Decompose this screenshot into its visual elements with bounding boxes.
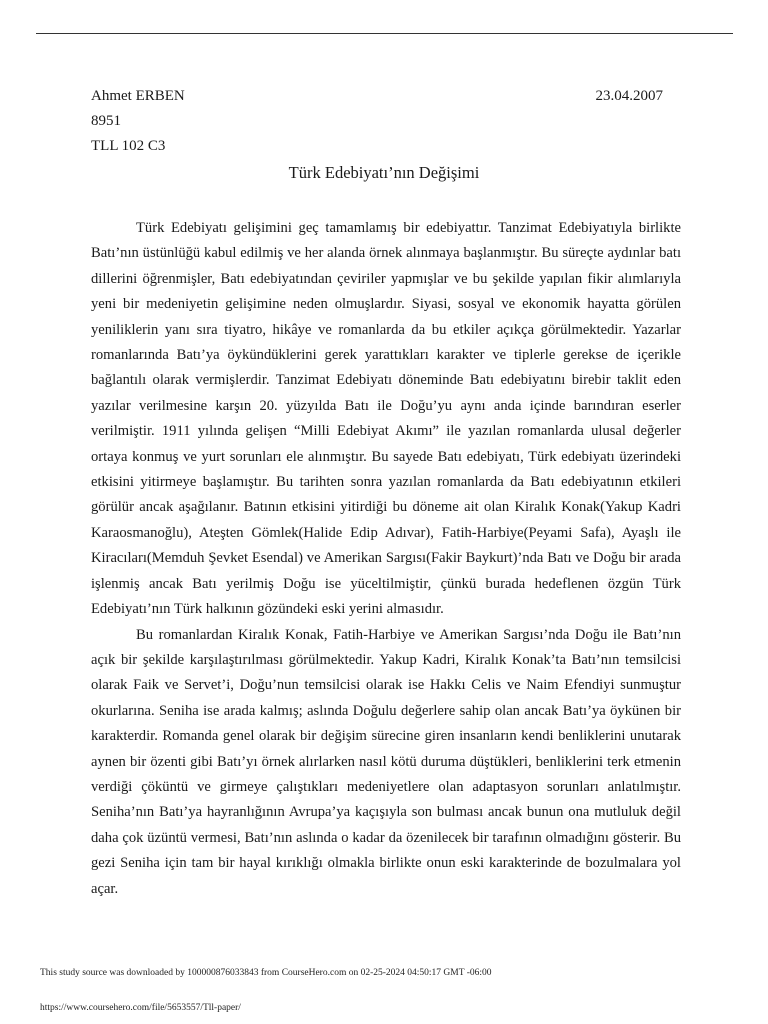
student-number: 8951 (91, 113, 121, 129)
source-url: https://www.coursehero.com/file/5653557/Tll-paper/ (40, 1003, 241, 1013)
document-title: Türk Edebiyatı’nın Değişimi (288, 163, 480, 182)
document-body (91, 216, 681, 902)
download-notice: This study source was downloaded by 100000876033843 from CourseHero.com on 02-25-2024 04:50:17 GMT -06:00 (40, 968, 492, 978)
paragraph-2: Bu romanlardan Kiralık Konak, Fatih-Harbiye ve Amerikan Sargısı’nda Doğu ile Batı’nın açık bir şekilde karşılaştırılması görülmektedir. Yakup Kadri, Kiralık Konak’ta Batı’nın temsilcisi olarak Faik ve Servet’i, Doğu’nun temsilcisi olarak ise Hakkı Celis ve Naim Efendiyi sunmuştur okurlarına. Seniha ise arada kalmış; aslında Doğulu değerlere sahip olan ancak Batı’ya öykünen bir karakterdir. Romanda genel olarak bir değişim sürecine giren insanların kendi benliklerini unutarak aynen bir özenti gibi Batı’yı örnek alırlarken nasıl kötü duruma düştükleri, benliklerini terk etmenin verdiği çöküntü ve girmeye çalıştıkları medeniyetlere olan adaptasyon sorunları anlatılmıştır. Seniha’nın Batı’ya hayranlığının Avrupa’ya kaçışıyla son bulması ancak bunun ona mutluluk değil daha çok üzüntü vermesi, Batı’nın aslında o kadar da özenilecek bir tarafının olmadığını gösterir. Bu gezi Seniha için tam bir hayal kırıklığı olmakla birlikte onun eski karakterinde de bozulmalara yol açar. (91, 626, 681, 897)
author-name: Ahmet ERBEN (91, 88, 185, 104)
paragraph-1: Türk Edebiyatı gelişimini geç tamamlamış bir edebiyattır. Tanzimat Edebiyatıyla birlikte Batı’nın üstünlüğü kabul edilmiş ve her alanda örnek alınmaya başlanmıştır. Bu süreçte aydınlar batı dillerini öğrenmişler, Batı edebiyatından çeviriler yapmışlar ve bu şekilde yapılan fikir alımlarıyla yeni bir medeniyetin gelişimine neden olmuşlardır. Siyasi, sosyal ve ekonomik hayatta görülen yeniliklerin yanı sıra tiyatro, hikâye ve romanlarda da bu etkiler açıkça görülmektedir. Yazarlar romanlarında Batı’ya öykündüklerini gerek yarattıkları karakter ve tiplerle gerekse de içerikle bağlantılı olarak vermişlerdir. Tanzimat Edebiyatı döneminde Batı edebiyatını birebir taklit eden yazılar verilmesine karşın 20. yüzyılda Batı ile Doğu’yu aynı anda içinde barındıran eserler verilmiştir. 1911 yılında gelişen “Milli Edebiyat Akımı” ile yazılan romanlarda ulusal değerler ortaya konmuş ve yurt sorunları ele alınmıştır. Bu sayede Batı edebiyatı, Türk edebiyatı üzerindeki etkisini yitirmeye başlamıştır. Bu tarihten sonra yazılan romanlarda da Batı edebiyatının etkileri görülür ancak aşağılanır. Batının etkisini yitirdiği bu döneme ait olan Kiralık Konak(Yakup Kadri Karaosmanoğlu), Ateşten Gömlek(Halide Edip Adıvar), Fatih-Harbiye(Peyami Safa), Ayaşlı ile Kiracıları(Memduh Şevket Esendal) ve Amerikan Sargısı(Fakir Baykurt)’nda Batı ve Doğu bir arada işlenmiş ancak Batı yerilmiş Doğu ise yüceltilmiştir, çünkü burada hedeflenen özgün Türk Edebiyatı’nın Türk halkının gözündeki eski yerini almasıdır. (91, 220, 681, 618)
top-divider (36, 33, 733, 34)
document-date: 23.04.2007 (595, 88, 663, 104)
course-code: TLL 102 C3 (91, 138, 166, 154)
